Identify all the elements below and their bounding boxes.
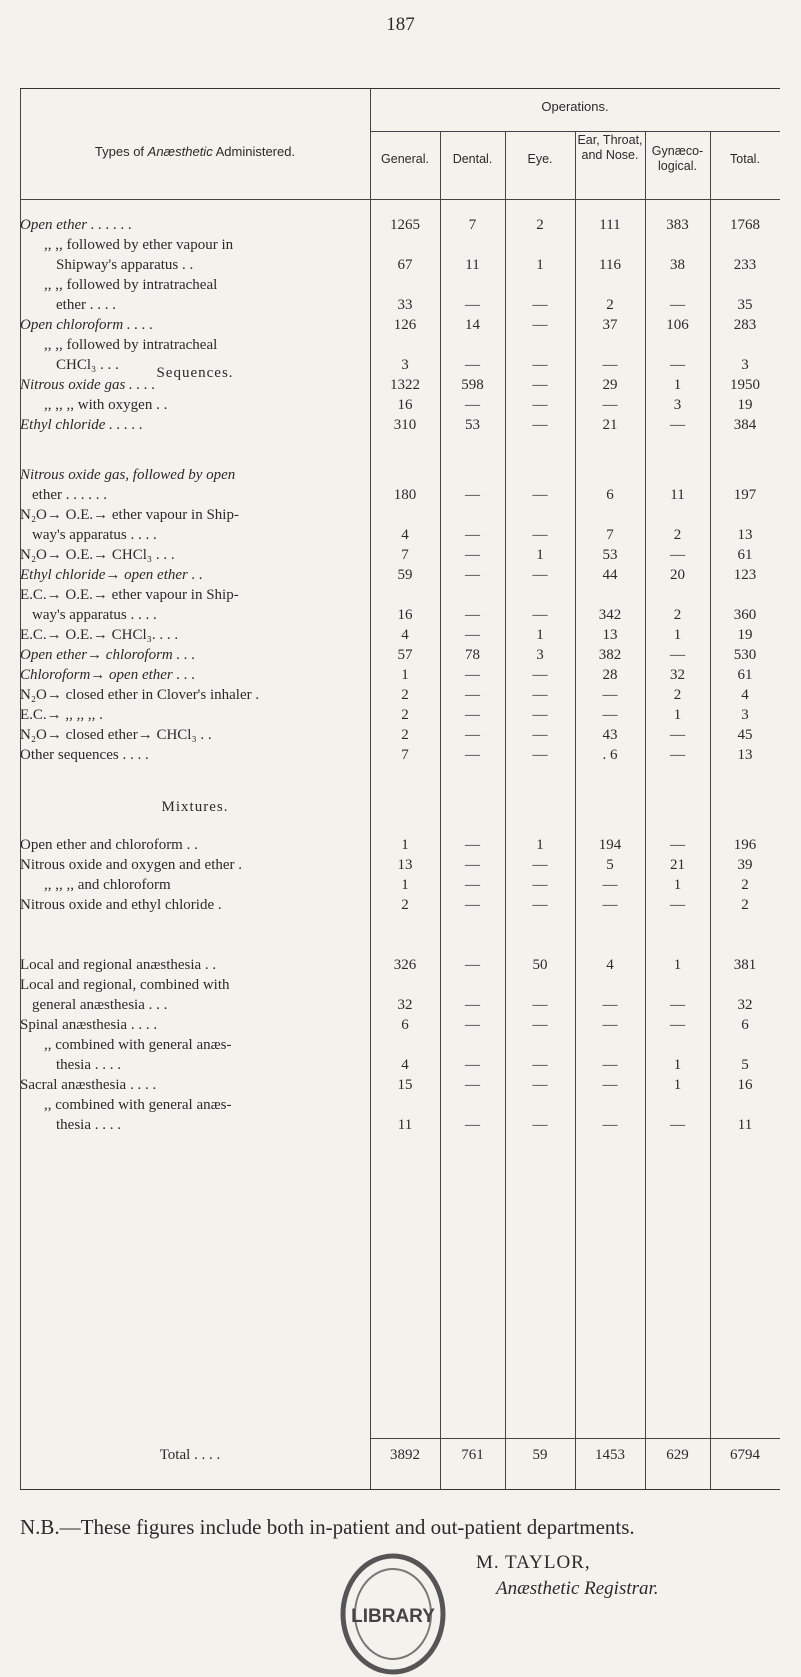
cell-gynae: 1 <box>673 1057 682 1073</box>
cell-total: 39 <box>737 857 753 873</box>
types-heading: Types of Anæsthetic Administered. <box>94 144 296 159</box>
row-label: Open chloroform . . . . <box>20 317 154 333</box>
row-label: thesia . . . . <box>56 1057 121 1073</box>
cell-general: 57 <box>397 647 413 663</box>
cell-eye: 50 <box>532 957 548 973</box>
table-row <box>20 525 780 545</box>
cell-gynae: — <box>670 647 685 663</box>
row-label: E.C.→ O.E.→ CHCl₃. . . . <box>20 627 179 643</box>
cell-total: 197 <box>733 487 757 503</box>
cell-gynae: 11 <box>670 487 685 503</box>
cell-general: 15 <box>397 1077 413 1093</box>
cell-general: 326 <box>393 957 417 973</box>
cell-dental: — <box>465 1077 480 1093</box>
total-eye: 59 <box>532 1447 548 1463</box>
cell-general: 32 <box>397 997 413 1013</box>
cell-total: 6 <box>741 1017 749 1033</box>
total-dental: 761 <box>461 1447 484 1463</box>
table-row <box>20 625 780 645</box>
cell-eye: — <box>532 397 548 413</box>
row-label: Spinal anæsthesia . . . . <box>20 1017 158 1033</box>
cell-dental: 7 <box>468 217 477 233</box>
cell-eye: 1 <box>536 837 544 853</box>
cell-total: 384 <box>733 417 757 433</box>
cell-general: 13 <box>397 857 413 873</box>
cell-total: 35 <box>737 297 753 313</box>
cell-ent: 44 <box>602 567 618 583</box>
table-row <box>20 485 780 505</box>
cell-general: 126 <box>393 317 417 333</box>
row-label: ,, combined with general anæs- <box>44 1097 232 1113</box>
total-gynae: 629 <box>666 1447 689 1463</box>
table-row <box>20 415 780 435</box>
total-all: 6794 <box>730 1447 760 1463</box>
table-row <box>20 895 780 915</box>
cell-gynae: — <box>670 747 685 763</box>
cell-ent: — <box>602 397 618 413</box>
row-label: ,, combined with general anæs- <box>44 1037 232 1053</box>
cell-dental: — <box>465 1017 480 1033</box>
table-row <box>20 975 780 995</box>
cell-total: 11 <box>737 1117 753 1133</box>
table-row <box>20 315 780 335</box>
cell-total: 1768 <box>730 217 760 233</box>
total-label: Total . . . . <box>159 1447 221 1463</box>
table-row <box>20 1095 780 1115</box>
cell-general: 1322 <box>390 377 420 393</box>
row-label: ,, ,, followed by intratracheal <box>44 337 218 353</box>
cell-dental: — <box>465 687 480 703</box>
table-row <box>20 295 780 315</box>
cell-dental: — <box>465 727 480 743</box>
row-label: E.C.→ O.E.→ ether vapour in Ship- <box>20 587 239 603</box>
cell-total: 196 <box>733 837 757 853</box>
table-row <box>20 835 780 855</box>
cell-gynae: 383 <box>666 217 689 233</box>
row-label: ether . . . . <box>56 297 116 313</box>
total-general: 3892 <box>390 1447 420 1463</box>
cell-ent: 382 <box>598 647 622 663</box>
cell-gynae: 106 <box>666 317 689 333</box>
anaesthetics-table <box>20 88 780 1490</box>
cell-general: 310 <box>393 417 417 433</box>
cell-gynae: — <box>670 1017 685 1033</box>
row-label: Nitrous oxide and ethyl chloride . <box>20 897 222 913</box>
cell-gynae: 1 <box>673 1077 682 1093</box>
cell-total: 16 <box>737 1077 753 1093</box>
row-label: Local and regional, combined with <box>20 977 230 993</box>
row-label: Open ether→ chloroform . . . <box>20 647 196 663</box>
table-row <box>20 995 780 1015</box>
col-eye: Eye. <box>527 152 553 166</box>
cell-eye: — <box>532 297 548 313</box>
row-label: ,, ,, ,, with oxygen . . <box>44 397 168 413</box>
cell-gynae: 2 <box>673 527 682 543</box>
cell-eye: — <box>532 317 548 333</box>
row-label: Open ether and chloroform . . <box>20 837 198 853</box>
cell-general: 2 <box>401 707 409 723</box>
cell-ent: — <box>602 1077 618 1093</box>
cell-dental: — <box>465 837 480 853</box>
cell-ent: 6 <box>606 487 614 503</box>
cell-dental: — <box>465 957 480 973</box>
cell-ent: 342 <box>598 607 622 623</box>
cell-gynae: 1 <box>673 877 682 893</box>
signature-title: Anæsthetic Registrar. <box>496 1578 659 1599</box>
row-label: Shipway's apparatus . . <box>56 257 194 273</box>
cell-dental: — <box>465 547 480 563</box>
cell-total: 283 <box>733 317 757 333</box>
cell-total: 19 <box>737 397 753 413</box>
row-label: Ethyl chloride . . . . . <box>20 417 143 433</box>
row-label: general anæsthesia . . . <box>32 997 168 1013</box>
cell-dental: — <box>465 1057 480 1073</box>
col-gynae: Gynæco- logical. <box>651 144 704 173</box>
cell-dental: 11 <box>465 257 480 273</box>
col-total: Total. <box>730 152 760 166</box>
cell-eye: 3 <box>536 647 544 663</box>
row-label: thesia . . . . <box>56 1117 121 1133</box>
cell-dental: — <box>465 1117 480 1133</box>
total-ent: 1453 <box>595 1447 625 1463</box>
cell-general: 6 <box>401 1017 409 1033</box>
cell-gynae: 1 <box>673 707 682 723</box>
cell-general: 2 <box>401 687 409 703</box>
cell-eye: — <box>532 1017 548 1033</box>
cell-ent: 28 <box>602 667 618 683</box>
cell-eye: — <box>532 1117 548 1133</box>
cell-ent: — <box>602 1017 618 1033</box>
cell-total: 233 <box>733 257 757 273</box>
cell-gynae: 38 <box>670 257 685 273</box>
cell-general: 11 <box>397 1117 413 1133</box>
cell-ent: — <box>602 997 618 1013</box>
row-label: Ethyl chloride→ open ether . . <box>20 567 203 583</box>
table-row <box>20 1015 780 1035</box>
cell-ent: — <box>602 1057 618 1073</box>
table-row <box>20 745 780 765</box>
cell-total: 530 <box>733 647 757 663</box>
cell-dental: 14 <box>465 317 480 333</box>
cell-gynae: — <box>670 837 685 853</box>
table-row <box>20 375 780 395</box>
cell-gynae: — <box>670 897 685 913</box>
cell-general: 7 <box>401 547 409 563</box>
cell-gynae: — <box>670 547 685 563</box>
cell-ent: 53 <box>602 547 618 563</box>
cell-ent: 5 <box>606 857 614 873</box>
cell-ent: — <box>602 897 618 913</box>
rule-operations <box>370 131 780 132</box>
cell-gynae: — <box>670 417 685 433</box>
cell-ent: — <box>602 877 618 893</box>
cell-gynae: 1 <box>673 377 682 393</box>
cell-general: 180 <box>393 487 417 503</box>
cell-gynae: 1 <box>673 957 682 973</box>
cell-eye: 1 <box>536 547 544 563</box>
cell-gynae: 2 <box>673 607 682 623</box>
table-row <box>20 725 780 745</box>
cell-dental: — <box>465 747 480 763</box>
cell-ent: 2 <box>606 297 614 313</box>
cell-general: 33 <box>397 297 413 313</box>
cell-total: 4 <box>741 687 749 703</box>
section-mixtures: Mixtures. <box>161 799 229 815</box>
cell-general: 4 <box>401 527 409 543</box>
cell-eye: — <box>532 357 548 373</box>
cell-general: 7 <box>401 747 409 763</box>
col-general: General. <box>381 152 429 166</box>
cell-dental: — <box>465 487 480 503</box>
table-row <box>20 565 780 585</box>
section-sequences: Sequences. <box>156 365 234 381</box>
library-stamp <box>338 1552 448 1677</box>
row-label: Nitrous oxide gas, followed by open <box>20 467 236 483</box>
cell-ent: 13 <box>602 627 618 643</box>
cell-ent: — <box>602 707 618 723</box>
cell-ent: 116 <box>599 257 621 273</box>
cell-general: 16 <box>397 607 413 623</box>
cell-ent: 37 <box>602 317 618 333</box>
row-label: N₂O→ O.E.→ ether vapour in Ship- <box>20 507 239 523</box>
cell-dental: 53 <box>465 417 480 433</box>
page-number: 187 <box>386 14 415 35</box>
cell-general: 2 <box>401 727 409 743</box>
cell-dental: — <box>465 607 480 623</box>
cell-ent: 4 <box>606 957 614 973</box>
cell-general: 59 <box>397 567 413 583</box>
table-row <box>20 955 780 975</box>
cell-ent: — <box>602 1117 618 1133</box>
cell-total: 2 <box>741 897 749 913</box>
cell-ent: 21 <box>602 417 618 433</box>
cell-ent: — <box>602 687 618 703</box>
cell-general: 2 <box>401 897 409 913</box>
row-label: N₂O→ closed ether→ CHCl₃ . . <box>20 727 212 743</box>
cell-dental: — <box>465 297 480 313</box>
cell-eye: — <box>532 667 548 683</box>
cell-gynae: 21 <box>670 857 685 873</box>
table-row <box>20 1055 780 1075</box>
cell-gynae: — <box>670 997 685 1013</box>
cell-eye: — <box>532 1057 548 1073</box>
table-row <box>20 645 780 665</box>
cell-eye: — <box>532 1077 548 1093</box>
table-row <box>20 855 780 875</box>
cell-general: 4 <box>401 627 409 643</box>
cell-eye: — <box>532 897 548 913</box>
table-row <box>20 545 780 565</box>
table-row <box>20 1035 780 1055</box>
cell-total: 3 <box>741 357 749 373</box>
cell-gynae: — <box>670 297 685 313</box>
cell-eye: 1 <box>536 627 544 643</box>
table-row <box>20 605 780 625</box>
cell-total: 32 <box>737 997 753 1013</box>
cell-gynae: 1 <box>673 627 682 643</box>
cell-total: 13 <box>737 527 753 543</box>
table-row <box>20 665 780 685</box>
cell-total: 123 <box>733 567 757 583</box>
table-row <box>20 215 780 235</box>
cell-dental: — <box>465 527 480 543</box>
cell-eye: 1 <box>536 257 544 273</box>
cell-gynae: — <box>670 357 685 373</box>
table-row <box>20 585 780 605</box>
cell-eye: 2 <box>536 217 544 233</box>
signature-name: M. TAYLOR, <box>476 1552 591 1573</box>
cell-total: 19 <box>737 627 753 643</box>
table-row <box>20 355 780 375</box>
cell-general: 1265 <box>390 217 420 233</box>
cell-eye: — <box>532 487 548 503</box>
row-label: way's apparatus . . . . <box>32 527 157 543</box>
table-row <box>20 705 780 725</box>
rule-header <box>20 199 780 200</box>
cell-dental: — <box>465 667 480 683</box>
cell-gynae: 2 <box>673 687 682 703</box>
cell-total: 61 <box>737 667 753 683</box>
rule-total <box>370 1438 780 1439</box>
cell-ent: 194 <box>598 837 622 853</box>
cell-dental: 78 <box>465 647 480 663</box>
cell-eye: — <box>532 687 548 703</box>
row-label: Sacral anæsthesia . . . . <box>20 1077 157 1093</box>
cell-ent: 111 <box>599 217 621 233</box>
table-row <box>20 505 780 525</box>
table-row <box>20 275 780 295</box>
cell-eye: — <box>532 747 548 763</box>
cell-ent: 7 <box>606 527 614 543</box>
table-row <box>20 685 780 705</box>
row-label: N₂O→ O.E.→ CHCl₃ . . . <box>20 547 175 563</box>
cell-dental: — <box>465 707 480 723</box>
cell-dental: — <box>465 877 480 893</box>
cell-dental: — <box>465 997 480 1013</box>
row-label: ,, ,, followed by ether vapour in <box>44 237 234 253</box>
cell-eye: — <box>532 707 548 723</box>
row-label: Nitrous oxide gas . . . . <box>20 377 156 393</box>
table-row <box>20 1115 780 1135</box>
cell-dental: 598 <box>461 377 484 393</box>
cell-general: 3 <box>401 357 409 373</box>
table-row <box>20 255 780 275</box>
col-ent: Ear, Throat, and Nose. <box>577 133 643 162</box>
cell-general: 4 <box>401 1057 409 1073</box>
row-label: CHCl₃ . . . <box>56 357 119 373</box>
col-dental: Dental. <box>452 152 493 166</box>
cell-eye: — <box>532 877 548 893</box>
table-row <box>20 235 780 255</box>
cell-total: 5 <box>741 1057 749 1073</box>
table-row <box>20 465 780 485</box>
cell-ent: 29 <box>602 377 618 393</box>
cell-dental: — <box>465 397 480 413</box>
cell-dental: — <box>465 897 480 913</box>
cell-general: 1 <box>401 877 409 893</box>
cell-eye: — <box>532 727 548 743</box>
table-row <box>20 875 780 895</box>
cell-total: 2 <box>741 877 749 893</box>
row-label: Chloroform→ open ether . . . <box>20 667 196 683</box>
table-row <box>20 395 780 415</box>
row-label: Nitrous oxide and oxygen and ether . <box>20 857 243 873</box>
table-row <box>20 335 780 355</box>
cell-total: 360 <box>733 607 757 623</box>
cell-total: 61 <box>737 547 753 563</box>
cell-eye: — <box>532 997 548 1013</box>
stamp-text: LIBRARY <box>351 1606 435 1627</box>
row-label: ether . . . . . . <box>32 487 107 503</box>
cell-ent: 43 <box>602 727 618 743</box>
cell-eye: — <box>532 377 548 393</box>
cell-dental: — <box>465 857 480 873</box>
footnote: N.B.—These figures include both in-patient and out-patient departments. <box>20 1515 635 1539</box>
total-row <box>20 1445 780 1465</box>
row-label: Local and regional anæsthesia . . <box>20 957 217 973</box>
row-label: Other sequences . . . . <box>20 747 149 763</box>
cell-total: 1950 <box>730 377 760 393</box>
cell-total: 3 <box>741 707 749 723</box>
row-label: ,, ,, followed by intratracheal <box>44 277 218 293</box>
cell-gynae: — <box>670 1117 685 1133</box>
cell-eye: — <box>532 607 548 623</box>
table-row <box>20 1075 780 1095</box>
cell-dental: — <box>465 357 480 373</box>
cell-gynae: 3 <box>673 397 682 413</box>
cell-dental: — <box>465 627 480 643</box>
cell-gynae: 32 <box>670 667 685 683</box>
row-label: ,, ,, ,, and chloroform <box>44 877 171 893</box>
cell-ent: . 6 <box>602 747 618 763</box>
cell-dental: — <box>465 567 480 583</box>
operations-heading: Operations. <box>541 99 609 114</box>
cell-general: 1 <box>401 837 409 853</box>
cell-total: 13 <box>737 747 753 763</box>
cell-eye: — <box>532 527 548 543</box>
cell-eye: — <box>532 567 548 583</box>
cell-general: 16 <box>397 397 413 413</box>
row-label: E.C.→ ,, ,, ,, . <box>20 707 103 723</box>
cell-general: 67 <box>397 257 413 273</box>
cell-gynae: 20 <box>670 567 685 583</box>
cell-eye: — <box>532 417 548 433</box>
cell-total: 381 <box>733 957 757 973</box>
row-label: N₂O→ closed ether in Clover's inhaler . <box>20 687 260 703</box>
row-label: way's apparatus . . . . <box>32 607 157 623</box>
cell-ent: — <box>602 357 618 373</box>
cell-total: 45 <box>737 727 753 743</box>
cell-general: 1 <box>401 667 409 683</box>
row-label: Open ether . . . . . . <box>20 217 133 233</box>
cell-eye: — <box>532 857 548 873</box>
cell-gynae: — <box>670 727 685 743</box>
